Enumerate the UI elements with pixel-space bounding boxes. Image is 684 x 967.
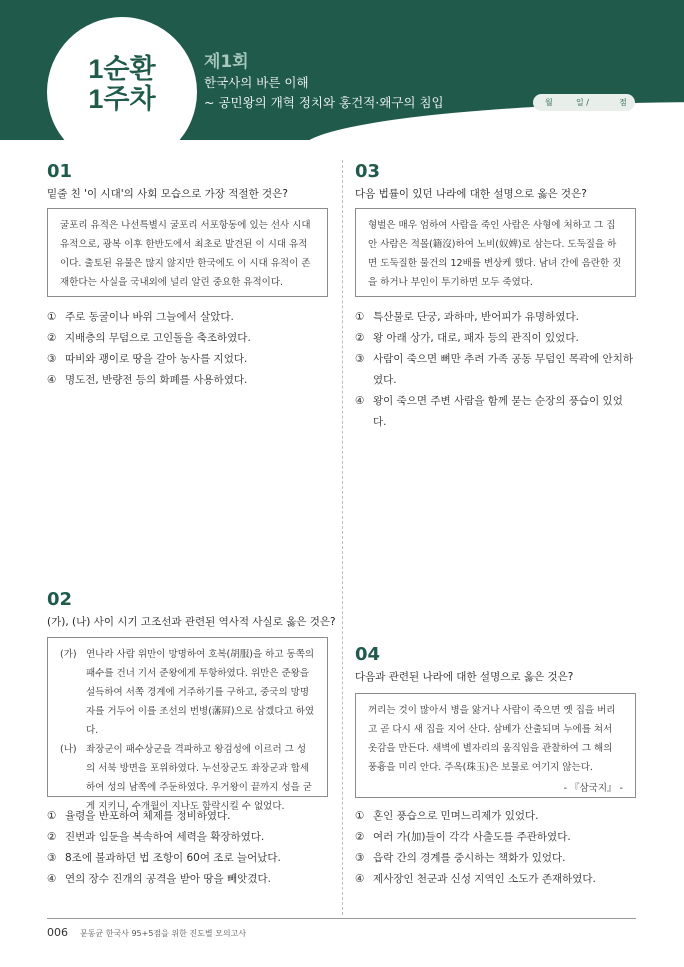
question-text: 다음 법률이 있던 나라에 대한 설명으로 옳은 것은? [355, 188, 587, 200]
badge-line2: 1주차 [88, 84, 156, 114]
question-04-passage [355, 693, 636, 798]
option-1[interactable]: ① 특산물로 단궁, 과하마, 반어피가 유명하였다. [355, 311, 579, 323]
question-01-options [47, 307, 332, 391]
question-number: 03 [355, 161, 381, 182]
option-2[interactable]: ② 지배층의 무덤으로 고인돌을 축조하였다. [47, 332, 251, 344]
passage-text: 굴포리 유적은 나선특별시 굴포리 서포항동에 있는 선사 시대 유적으로, 광복 이후 한반도에서 최초로 발견된 이 시대 유적이다. 출토된 유물은 많지 않지만 한국에도 이 시대 유적이 존재한다는 사실을 국내외에 널리 알린 중요한 유적이다. [60, 220, 311, 288]
passage-item-na: (나) 좌장군이 패수상군을 격파하고 왕검성에 이르러 그 성의 서북 방면을 포위하였다. 누선장군도 좌장군과 합세하여 성의 남쪽에 주둔하였다. 우거왕이 끝까지 성을 굳게 지키니, 수개월이 지나도 함락시킬 수 없었다. [60, 744, 313, 812]
option-4[interactable]: ④ 왕이 죽으면 주변 사람을 함께 묻는 순장의 풍습이 있었다. [355, 395, 623, 428]
round-title-line2: ~ 공민왕의 개혁 정치와 홍건적·왜구의 침입 [204, 95, 444, 110]
option-4[interactable]: ④ 연의 장수 진개의 공격을 받아 땅을 빼앗겼다. [47, 873, 271, 885]
page-number: 006 [47, 926, 68, 939]
passage-text: 꺼리는 것이 많아서 병을 앓거나 사람이 죽으면 옛 집을 버리고 곧 다시 새 집을 지어 산다. 삼베가 산출되며 누에를 쳐서 옷감을 만든다. 새벽에 별자리의 움직임을 관찰하여 그 해의 풍흉을 미리 안다. 주옥(珠玉)은 보물로 여기지 않는다. [368, 705, 616, 773]
question-02-options [47, 806, 337, 890]
question-01 [47, 162, 332, 202]
question-02-passage [47, 637, 328, 812]
footer-divider [47, 918, 636, 919]
question-number: 02 [47, 589, 73, 610]
option-1[interactable]: ① 주로 동굴이나 바위 그늘에서 살았다. [47, 311, 234, 323]
passage-source: - 『삼국지』 - [563, 783, 623, 794]
option-2[interactable]: ② 여러 가(加)들이 각각 사출도를 주관하였다. [355, 831, 571, 843]
round-title [204, 73, 444, 113]
option-1[interactable]: ① 율령을 반포하여 체제를 정비하였다. [47, 810, 231, 822]
passage-item-ga: (가) 연나라 사람 위만이 망명하여 호복(胡服)을 하고 동쪽의 패수를 건너 기서 준왕에게 투항하였다. 위만은 준왕을 설득하여 서쪽 경계에 거주하기를 구하고, 중국의 망명자를 거두어 이를 조선의 번병(藩屛)으로 삼겠다고 하였다. [60, 649, 315, 736]
option-2[interactable]: ② 왕 아래 상가, 대로, 패자 등의 관직이 있었다. [355, 332, 579, 344]
badge-line1: 1순환 [88, 54, 156, 84]
date-day-label: 일 / [576, 98, 589, 107]
question-04 [355, 645, 640, 685]
option-2[interactable]: ② 진번과 임둔을 복속하여 세력을 확장하였다. [47, 831, 265, 843]
round-number: 제1회 [204, 52, 249, 72]
option-3[interactable]: ③ 8조에 불과하던 법 조항이 60여 조로 늘어났다. [47, 852, 281, 864]
date-score-field[interactable] [533, 94, 635, 111]
footer-book-title: 문동균 한국사 95+5점을 위한 진도별 모의고사 [80, 929, 247, 938]
question-02 [47, 590, 337, 630]
score-label: 점 [619, 98, 627, 107]
question-text: 다음과 관련된 나라에 대한 설명으로 옳은 것은? [355, 671, 574, 683]
option-3[interactable]: ③ 읍락 간의 경계를 중시하는 책화가 있었다. [355, 852, 566, 864]
question-text: (가), (나) 사이 시기 고조선과 관련된 역사적 사실로 옳은 것은? [47, 616, 336, 628]
date-month-label: 월 [545, 98, 553, 107]
option-4[interactable]: ④ 제사장인 천군과 신성 지역인 소도가 존재하였다. [355, 873, 596, 885]
option-3[interactable]: ③ 사람이 죽으면 뼈만 추려 가족 공동 무덤인 목곽에 안치하였다. [355, 353, 633, 386]
round-title-line1: 한국사의 바른 이해 [204, 75, 309, 90]
question-03 [355, 162, 640, 202]
option-4[interactable]: ④ 명도전, 반량전 등의 화폐를 사용하였다. [47, 374, 248, 386]
question-04-options [355, 806, 640, 890]
option-3[interactable]: ③ 따비와 괭이로 땅을 갈아 농사를 지었다. [47, 353, 248, 365]
question-03-passage [355, 208, 636, 297]
question-text: 밑줄 친 '이 시대'의 사회 모습으로 가장 적절한 것은? [47, 188, 288, 200]
passage-text: 형벌은 매우 엄하여 사람을 죽인 사람은 사형에 처하고 그 집안 사람은 적몰(籍沒)하여 노비(奴婢)로 삼는다. 도둑질을 하면 도둑질한 물건의 12배를 변상케 했다. 남녀 간에 음란한 짓을 하거나 부인이 투기하면 모두 죽였다. [368, 220, 622, 288]
column-divider [342, 160, 343, 915]
week-badge-text [47, 54, 197, 114]
question-number: 04 [355, 644, 381, 665]
question-number: 01 [47, 161, 73, 182]
question-03-options [355, 307, 636, 433]
option-1[interactable]: ① 혼인 풍습으로 민며느리제가 있었다. [355, 810, 539, 822]
question-01-passage [47, 208, 328, 297]
